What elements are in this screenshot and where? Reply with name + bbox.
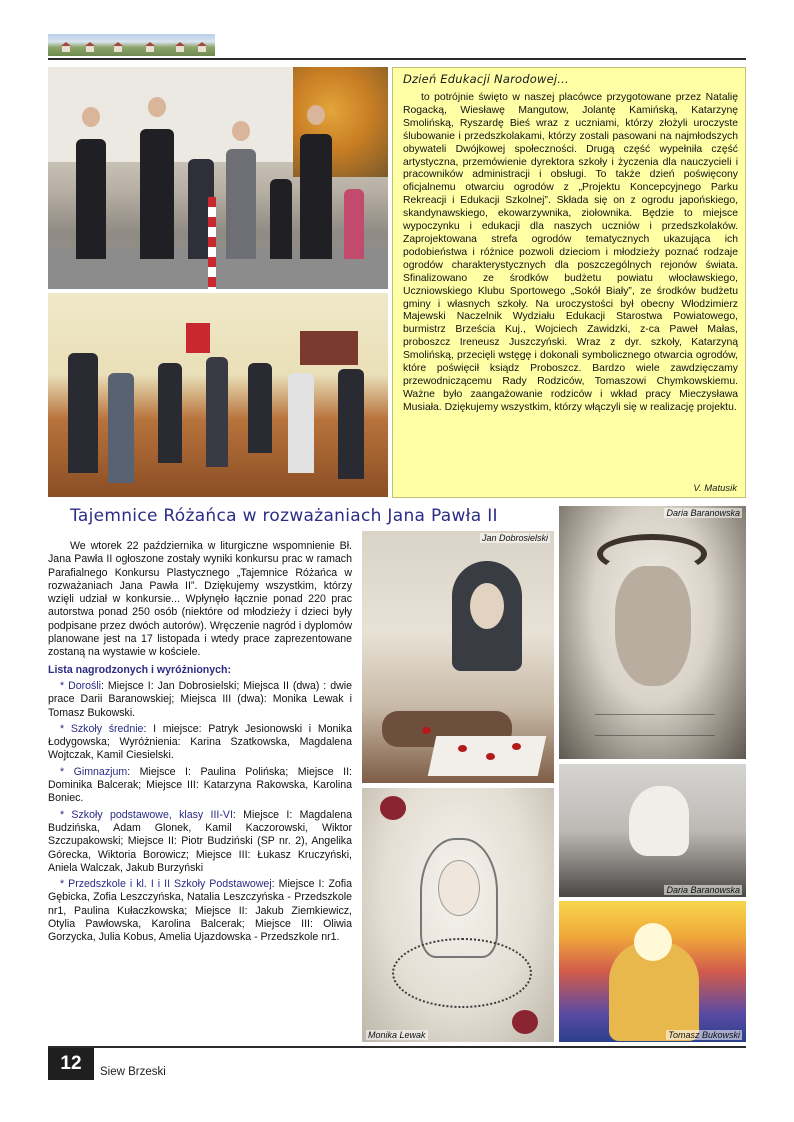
article-intro: We wtorek 22 października w liturgiczne wspomnienie Bł. Jana Pawła II ogłoszone zostały wyniki konkursu prac w ramach Parafialnego Konkursu Plastycznego „Tajemnice Różańca w rozważaniach Jana Pawła II”. Dziękujemy wszystkim, którzy wzięli udział w konkursie... Wpłynęło łącznie ponad 220 prac autorstwa ponad 250 osób (niektóre od młodzieży i dzieci były podpisane przez dwóch autorów). Wręczenie nagród i dyplomów planowane jest na 17 listopada i wtedy prace zaprezentowane zostaną na wystawie w kościele.	[48, 540, 352, 659]
winners-entry-high-school: * Szkoły średnie: I miejsce: Patryk Jesionowski i Monika Łodygowska; Wyróżnienia: Karina Szatkowska, Magdalena Wojtczak, Kamil Ciesielski.	[48, 722, 352, 762]
artwork-dobrosielski	[362, 531, 554, 783]
artwork-bukowski	[559, 901, 746, 1042]
header-rule	[48, 58, 746, 60]
winners-entry-primary: * Szkoły podstawowe, klasy III-VI: Miejsce I: Magdalena Budzińska, Adam Glonek, Kamil Kaczorowski, Wiktor Szczupakowski; Miejsce II: Piotr Budziński (SP nr. 2), Angelika Górecka, Wiktoria Borowicz; Miejsce III: Łukasz Kruczyński, Aniela Walczak, Jakub Burzyński	[48, 808, 352, 874]
artwork-caption-baranowska-1: Daria Baranowska	[666, 508, 740, 518]
article-headline: Tajemnice Różańca w rozważaniach Jana Pawła II	[70, 506, 498, 526]
winners-entry-junior-high: * Gimnazjum: Miejsce I: Paulina Polińska; Miejsce II: Dominika Balcerak; Miejsce III: Katarzyna Rakowska, Karolina Boniec.	[48, 765, 353, 805]
artwork-baranowska-christ-face	[559, 506, 746, 759]
education-day-title: Dzień Edukacji Narodowej...	[403, 72, 569, 86]
winners-entry-preschool: * Przedszkole i kl. I i II Szkoły Podstawowej: Miejsce I: Zofia Gębicka, Zofia Leszczyńska, Natalia Leszczyńska - Przedszkole nr1, Paulina Kułaczkowska; Miejsce II: Jakub Ziemkiewicz, Otylia Pawłowska, Karolina Balcerak; Miejsce III: Oliwia Gorzycka, Julia Kobus, Amelia Ujazdowska - Przedszkole nr1.	[48, 878, 352, 944]
photo-ribbon-cutting-ceremony	[48, 67, 388, 289]
education-day-author: V. Matusik	[693, 483, 737, 494]
winners-list-heading: Lista nagrodzonych i wyróżnionych:	[48, 663, 232, 676]
winners-entry-adults: * Dorośli: Miejsce I: Jan Dobrosielski; Miejsca II (dwa) : dwie prace Darii Baranowskiej; Miejsca III (dwa): Monika Lewak i Tomasz Bukowski.	[48, 679, 352, 719]
artwork-caption-bukowski: Tomasz Bukowski	[668, 1030, 740, 1040]
article-body	[48, 540, 352, 945]
page-number: 12	[48, 1048, 94, 1080]
publication-name: Siew Brzeski	[100, 1066, 166, 1078]
artwork-lewak	[362, 788, 554, 1042]
artwork-baranowska-figure	[559, 764, 746, 897]
artwork-caption-lewak: Monika Lewak	[368, 1030, 426, 1040]
education-day-box	[392, 67, 746, 498]
artwork-caption-baranowska-2: Daria Baranowska	[666, 885, 740, 895]
education-day-text: to potrójnie święto w naszej placówce przygotowane przez Natalię Rogacką, Wiesławę Mangutow, Jolantę Kamińską, Katarzynę Smolińską, Ryszardę Bieś wraz z uczniami, którzy złożyli uroczyste ślubowanie i przedszkolakami, którzy zostali pasowani na najmłodszych obywateli Dwójkowej społeczności. Drugą część wypełniła część artystyczna, przemówienie dyrektora szkoły i życzenia dla nauczycieli i pracowników administracji i obsługi. To także dzień poświęcony oficjalnemu otwarciu ogrodów z „Projektu Koncepcyjnego Parku Rekreacji i Edukacji Szkolnej”. Składa się on z ogrodu japońskiego, skandynawskiego, ekowarzywnika, ziołownika. Będzie to miejsce wypoczynku i edukacji dla naszych uczniów i przedszkolaków. Zaprojektowana strefa ogrodów tematycznych ukazująca ich podobieństwa i różnice pozwoli dzieciom i młodzieży poznać rodzaje ogrodów charakterystycznych dla poszczególnych rejonów świata. Sfinalizowano ze środków budżetu powiatu włocławskiego, Uczniowskiego Klubu Sportowego „Sokół Biały”, ze środków budżetu gminy i własnych szkoły. Na uroczystości był obecny Włodzimierz Majewski Naczelnik Wydziału Edukacji Starostwa Powiatowego, burmistrz Brześcia Kuj., Wojciech Zawidzki, z-ca Paweł Małas, proboszcz Ireneusz Juszczyński. Wraz z dyr. szkoły, Katarzyną Smolińską, przecięli wstęgę i dokonali symbolicznego otwarcia ogrodów, które poświęcił ksiądz Proboszcz. Bardzo wiele zawdzięczamy przewodniczącemu Rady Rodziców, Tomaszowi Chymkowskiemu. Ważne było zaangażowanie rodziców i wkład pracy Mieczysława Musiała. Dziękujemy wszystkim, którzy włączyli się w realizację projektu.	[403, 92, 738, 413]
photo-school-gym-oath	[48, 293, 388, 497]
artwork-caption-dobrosielski: Jan Dobrosielski	[481, 533, 548, 543]
header-village-image	[48, 34, 215, 56]
footer-rule	[48, 1046, 746, 1048]
